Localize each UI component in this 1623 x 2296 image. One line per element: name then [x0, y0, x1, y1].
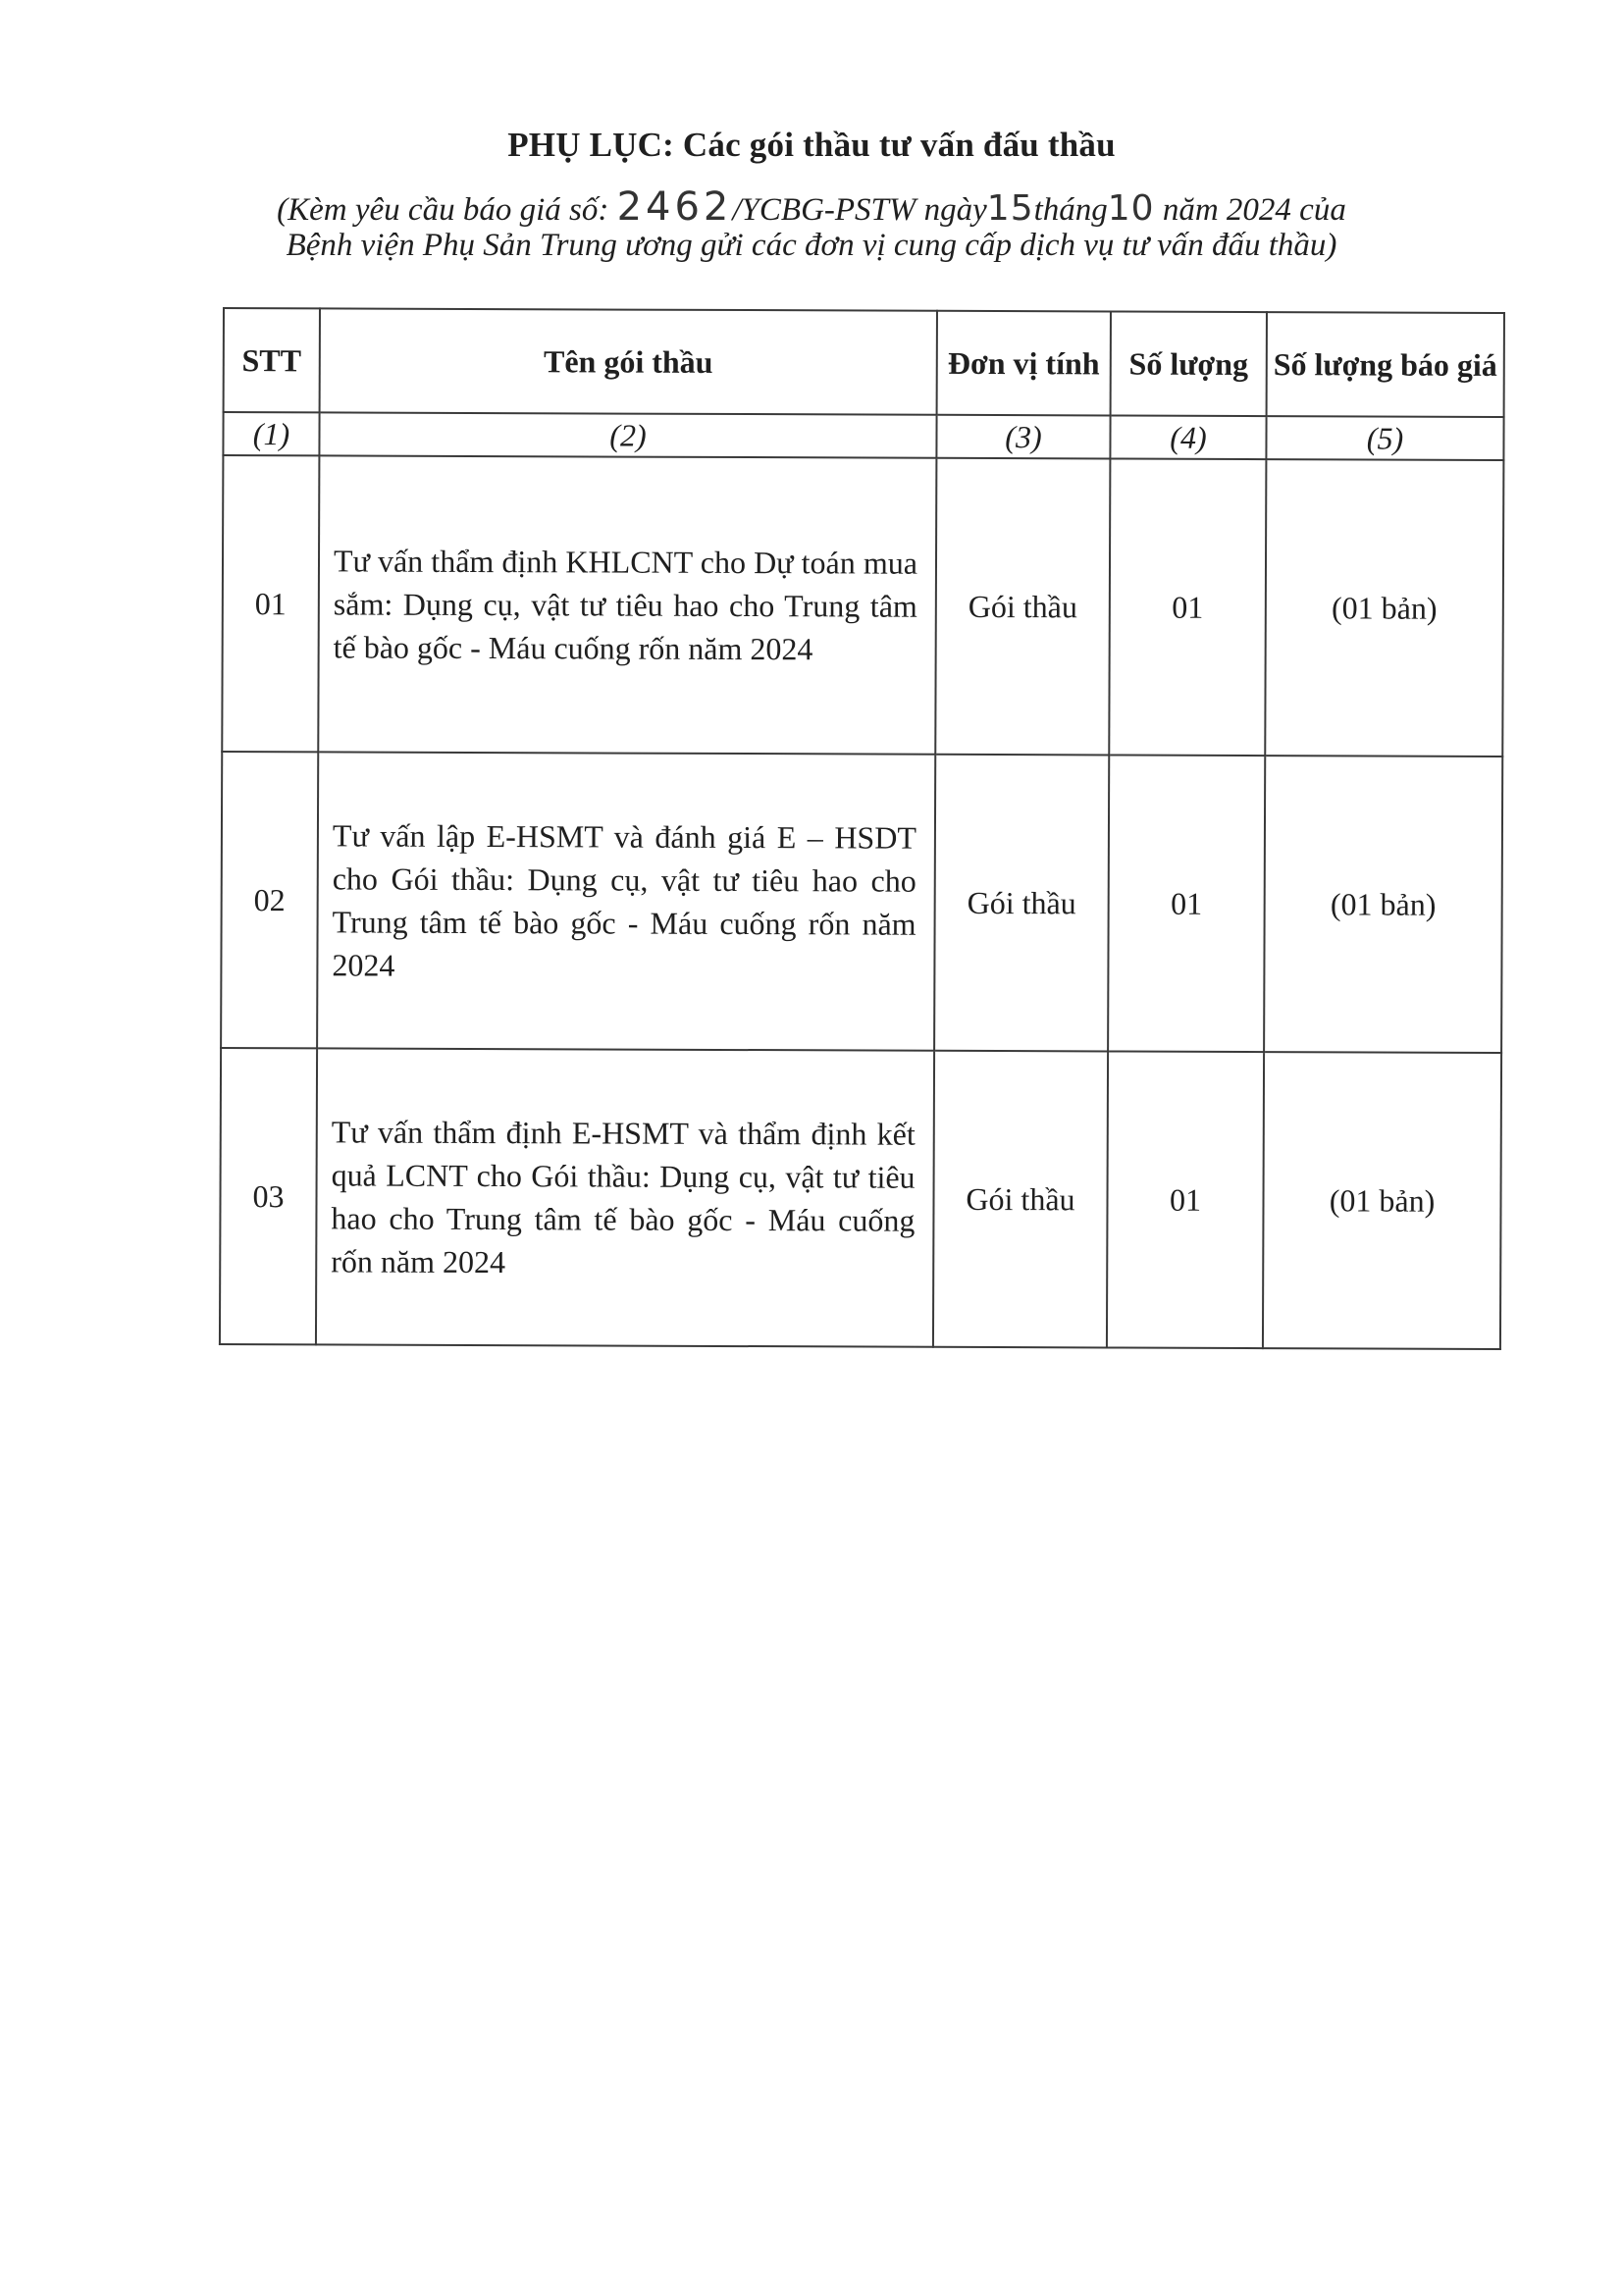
subtitle-doc-code: /YCBG-PSTW ngày [732, 192, 987, 228]
header-quantity: Số lượng [1111, 311, 1267, 416]
row-quote-count: (01 bản) [1263, 1052, 1501, 1349]
row-package-name: Tư vấn thẩm định E-HSMT và thẩm định kết quả LCNT cho Gói thầu: Dụng cụ, vật tư tiêu hao cho Trung tâm tế bào gốc - Máu cuống rốn năm 2024 [316, 1048, 934, 1346]
page-title: PHỤ LỤC: Các gói thầu tư vấn đấu thầu [507, 126, 1116, 164]
subtitle-line-1 [0, 184, 1623, 230]
subtitle-prefix: (Kèm yêu cầu báo giá số: [277, 192, 609, 228]
row-quote-count: (01 bản) [1264, 756, 1502, 1053]
header-stt: STT [224, 308, 320, 412]
handwritten-month: 10 [1107, 188, 1155, 229]
column-number: (4) [1110, 415, 1266, 459]
row-stt: 01 [222, 455, 319, 752]
handwritten-day: 15 [986, 188, 1034, 229]
row-unit: Gói thầu [935, 458, 1110, 756]
table-row [221, 752, 1502, 1053]
table-header-row [224, 308, 1504, 417]
row-stt: 02 [221, 752, 318, 1048]
subtitle-year: năm 2024 của [1162, 192, 1346, 228]
row-quantity: 01 [1108, 755, 1265, 1052]
row-quantity: 01 [1109, 458, 1266, 756]
column-number: (3) [936, 415, 1110, 459]
row-stt: 03 [220, 1048, 317, 1344]
column-number-row [223, 412, 1503, 460]
column-number: (1) [223, 412, 319, 455]
subtitle-month-label: tháng [1033, 192, 1108, 228]
row-quantity: 01 [1107, 1051, 1264, 1348]
bidding-packages-table [219, 307, 1505, 1350]
handwritten-request-number: 2462 [616, 184, 733, 230]
row-unit: Gói thầu [934, 755, 1109, 1052]
table-row [222, 455, 1503, 757]
row-unit: Gói thầu [933, 1051, 1108, 1348]
header-package-name: Tên gói thầu [320, 308, 937, 414]
row-quote-count: (01 bản) [1265, 459, 1503, 757]
column-number: (5) [1266, 416, 1503, 460]
header-quote-count: Số lượng báo giá [1267, 312, 1504, 417]
table-row [220, 1048, 1501, 1349]
row-package-name: Tư vấn thẩm định KHLCNT cho Dự toán mua sắm: Dụng cụ, vật tư tiêu hao cho Trung tâm tế bào gốc - Máu cuống rốn năm 2024 [318, 455, 936, 754]
column-number: (2) [319, 412, 936, 457]
row-package-name: Tư vấn lập E-HSMT và đánh giá E – HSDT cho Gói thầu: Dụng cụ, vật tư tiêu hao cho Trung tâm tế bào gốc - Máu cuống rốn năm 2024 [317, 752, 935, 1050]
header-unit: Đơn vị tính [937, 311, 1111, 416]
subtitle-line-2: Bệnh viện Phụ Sản Trung ương gửi các đơn vị cung cấp dịch vụ tư vấn đấu thầu) [286, 228, 1337, 263]
